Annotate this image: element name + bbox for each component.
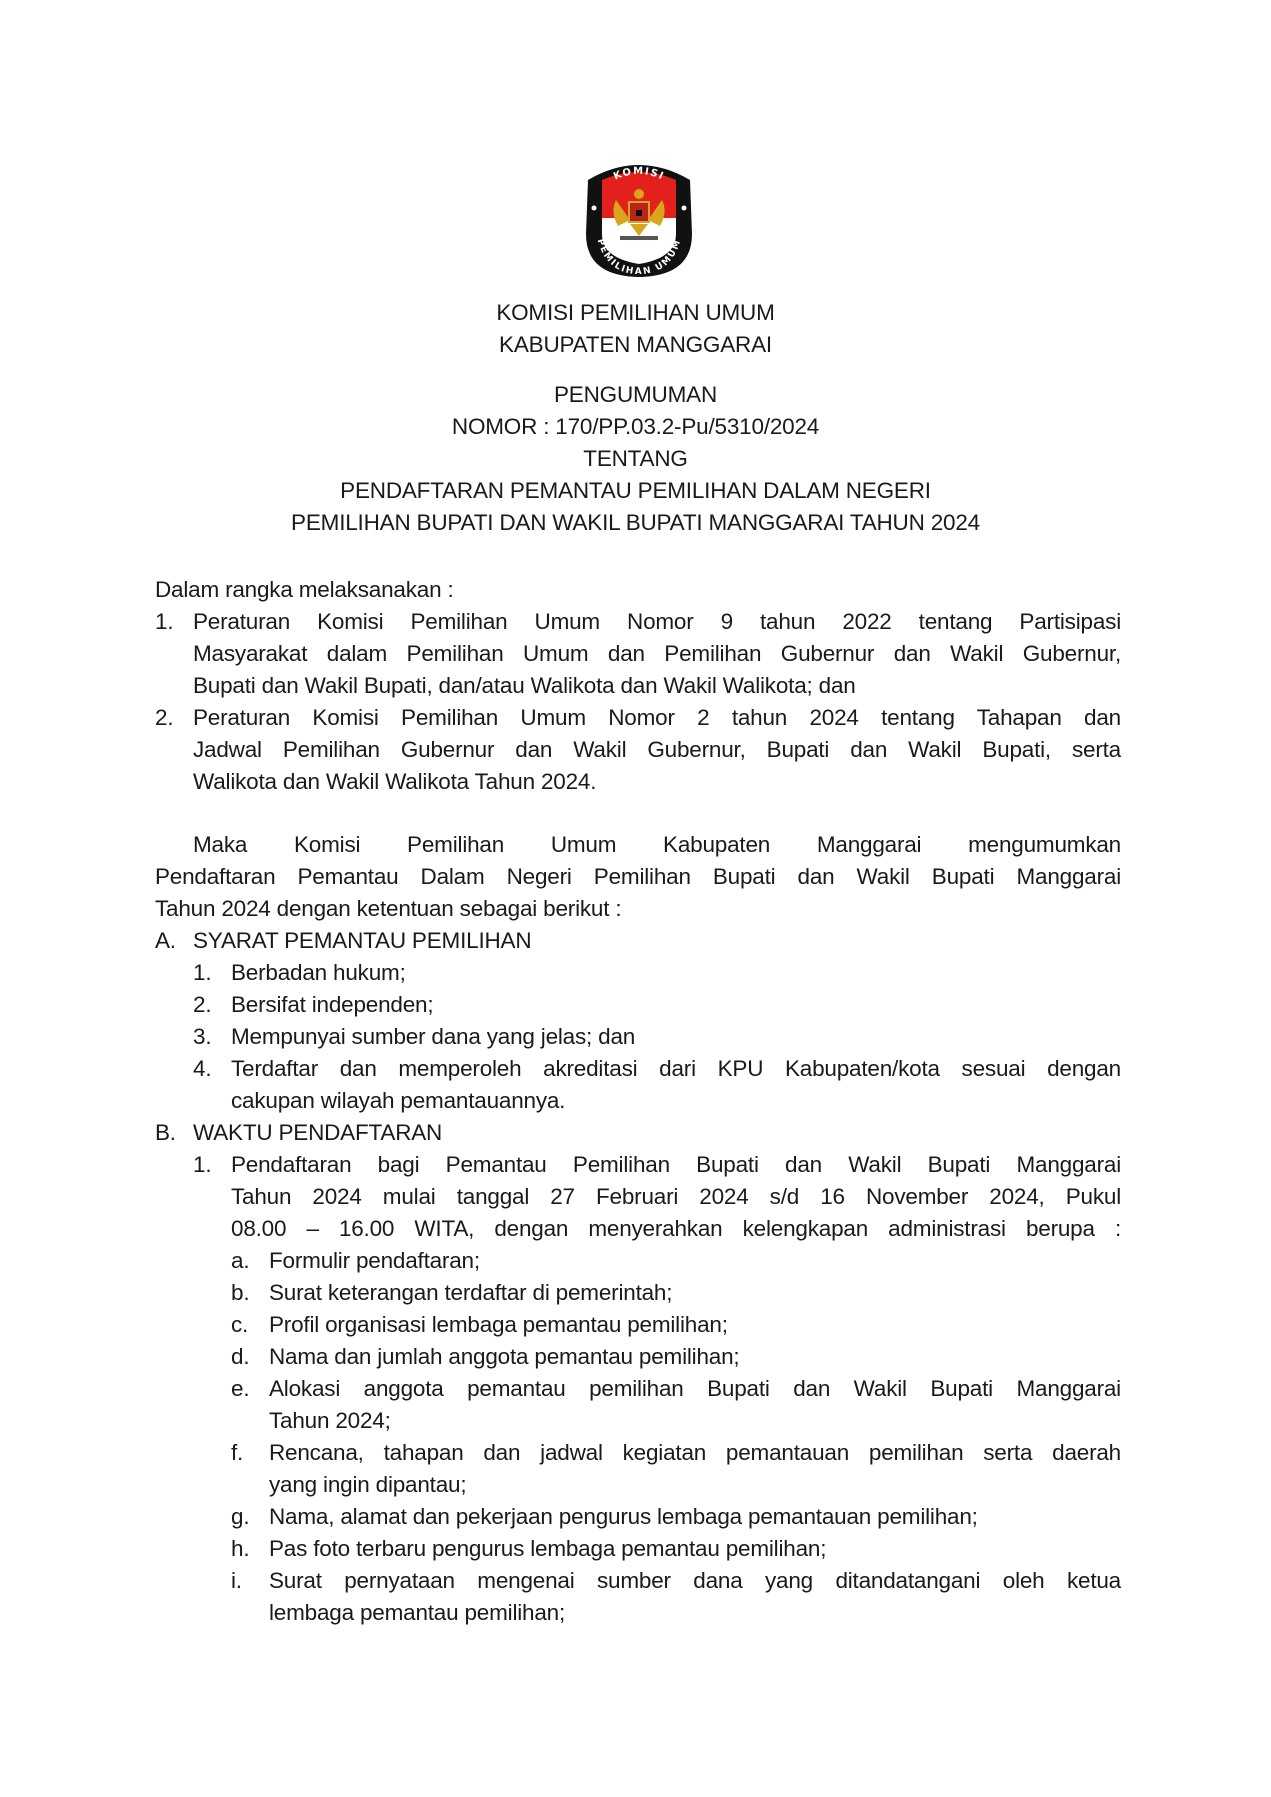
text-line: Masyarakat dalam Pemilihan Umum dan Pemilihan Gubernur dan Wakil Gubernur, <box>193 641 1121 666</box>
list-marker: 1. <box>155 609 174 634</box>
svg-text:PEMILIHAN UMUM: PEMILIHAN UMUM <box>594 237 684 278</box>
kpu-emblem-icon <box>580 150 698 278</box>
text-line: Profil organisasi lembaga pemantau pemilihan; <box>269 1312 728 1337</box>
text-line: Tahun 2024 mulai tanggal 27 Februari 2024 s/d 16 November 2024, Pukul <box>231 1184 1121 1209</box>
text-line: Alokasi anggota pemantau pemilihan Bupati dan Wakil Bupati Manggarai <box>269 1376 1121 1401</box>
text-line: Mempunyai sumber dana yang jelas; dan <box>231 1024 636 1049</box>
list-marker: 4. <box>193 1056 212 1081</box>
list-marker: 3. <box>193 1024 212 1049</box>
list-marker: g. <box>231 1504 250 1529</box>
text-line: Jadwal Pemilihan Gubernur dan Wakil Gubernur, Bupati dan Wakil Bupati, serta <box>193 737 1121 762</box>
text-line: lembaga pemantau pemilihan; <box>269 1600 566 1625</box>
text-line: Nama dan jumlah anggota pemantau pemilihan; <box>269 1344 740 1369</box>
doc-number: NOMOR : 170/PP.03.2-Pu/5310/2024 <box>451 414 820 439</box>
doc-type-title: PENGUMUMAN <box>553 382 717 407</box>
intro-lead: Dalam rangka melaksanakan : <box>155 577 454 602</box>
text-line: Terdaftar dan memperoleh akreditasi dari KPU Kabupaten/kota sesuai dengan <box>231 1056 1121 1081</box>
list-marker: c. <box>231 1312 249 1337</box>
text-line: yang ingin dipantau; <box>269 1472 467 1497</box>
list-marker: i. <box>231 1568 242 1593</box>
section-marker: B. <box>155 1120 176 1145</box>
text-line: Bupati dan Wakil Bupati, dan/atau Walikota dan Wakil Walikota; dan <box>193 673 856 698</box>
text-line: Pendaftaran Pemantau Dalam Negeri Pemilihan Bupati dan Wakil Bupati Manggarai <box>155 864 1121 889</box>
list-marker: f. <box>231 1440 244 1465</box>
list-marker: 1. <box>193 960 212 985</box>
text-line: Pendaftaran bagi Pemantau Pemilihan Bupati dan Wakil Bupati Manggarai <box>231 1152 1121 1177</box>
text-line: Rencana, tahapan dan jadwal kegiatan pemantauan pemilihan serta daerah <box>269 1440 1121 1465</box>
text-line: 08.00 – 16.00 WITA, dengan menyerahkan kelengkapan administrasi berupa : <box>231 1216 1121 1241</box>
section-title: WAKTU PENDAFTARAN <box>193 1120 443 1145</box>
svg-text:KOMISI: KOMISI <box>612 165 667 183</box>
text-line: cakupan wilayah pemantauannya. <box>231 1088 566 1113</box>
text-line: Peraturan Komisi Pemilihan Umum Nomor 9 tahun 2022 tentang Partisipasi <box>193 609 1121 634</box>
list-marker: e. <box>231 1376 250 1401</box>
text-line: Berbadan hukum; <box>231 960 406 985</box>
text-line: Walikota dan Wakil Walikota Tahun 2024. <box>193 769 597 794</box>
about-label: TENTANG <box>583 446 688 471</box>
text-line: Formulir pendaftaran; <box>269 1248 480 1273</box>
list-marker: h. <box>231 1536 250 1561</box>
list-marker: b. <box>231 1280 250 1305</box>
org-name-line2: KABUPATEN MANGGARAI <box>499 332 772 357</box>
list-marker: a. <box>231 1248 250 1273</box>
doc-title-line2: PEMILIHAN BUPATI DAN WAKIL BUPATI MANGGARAI TAHUN 2024 <box>291 510 980 535</box>
list-marker: 2. <box>193 992 212 1017</box>
list-marker: d. <box>231 1344 250 1369</box>
kpu-logo <box>580 150 698 278</box>
org-name-line1: KOMISI PEMILIHAN UMUM <box>496 300 775 325</box>
section-title: SYARAT PEMANTAU PEMILIHAN <box>193 928 532 953</box>
text-line: Tahun 2024; <box>269 1408 391 1433</box>
text-line: Nama, alamat dan pekerjaan pengurus lembaga pemantauan pemilihan; <box>269 1504 978 1529</box>
list-marker: 2. <box>155 705 174 730</box>
text-line: Peraturan Komisi Pemilihan Umum Nomor 2 tahun 2024 tentang Tahapan dan <box>193 705 1121 730</box>
text-line: Pas foto terbaru pengurus lembaga pemantau pemilihan; <box>269 1536 827 1561</box>
doc-title-line1: PENDAFTARAN PEMANTAU PEMILIHAN DALAM NEGERI <box>340 478 931 503</box>
section-marker: A. <box>155 928 176 953</box>
text-line: Maka Komisi Pemilihan Umum Kabupaten Manggarai mengumumkan <box>193 832 1121 857</box>
text-line: Surat pernyataan mengenai sumber dana yang ditandatangani oleh ketua <box>269 1568 1121 1593</box>
text-line: Surat keterangan terdaftar di pemerintah; <box>269 1280 673 1305</box>
text-line: Tahun 2024 dengan ketentuan sebagai berikut : <box>155 896 622 921</box>
text-line: Bersifat independen; <box>231 992 434 1017</box>
list-marker: 1. <box>193 1152 212 1177</box>
